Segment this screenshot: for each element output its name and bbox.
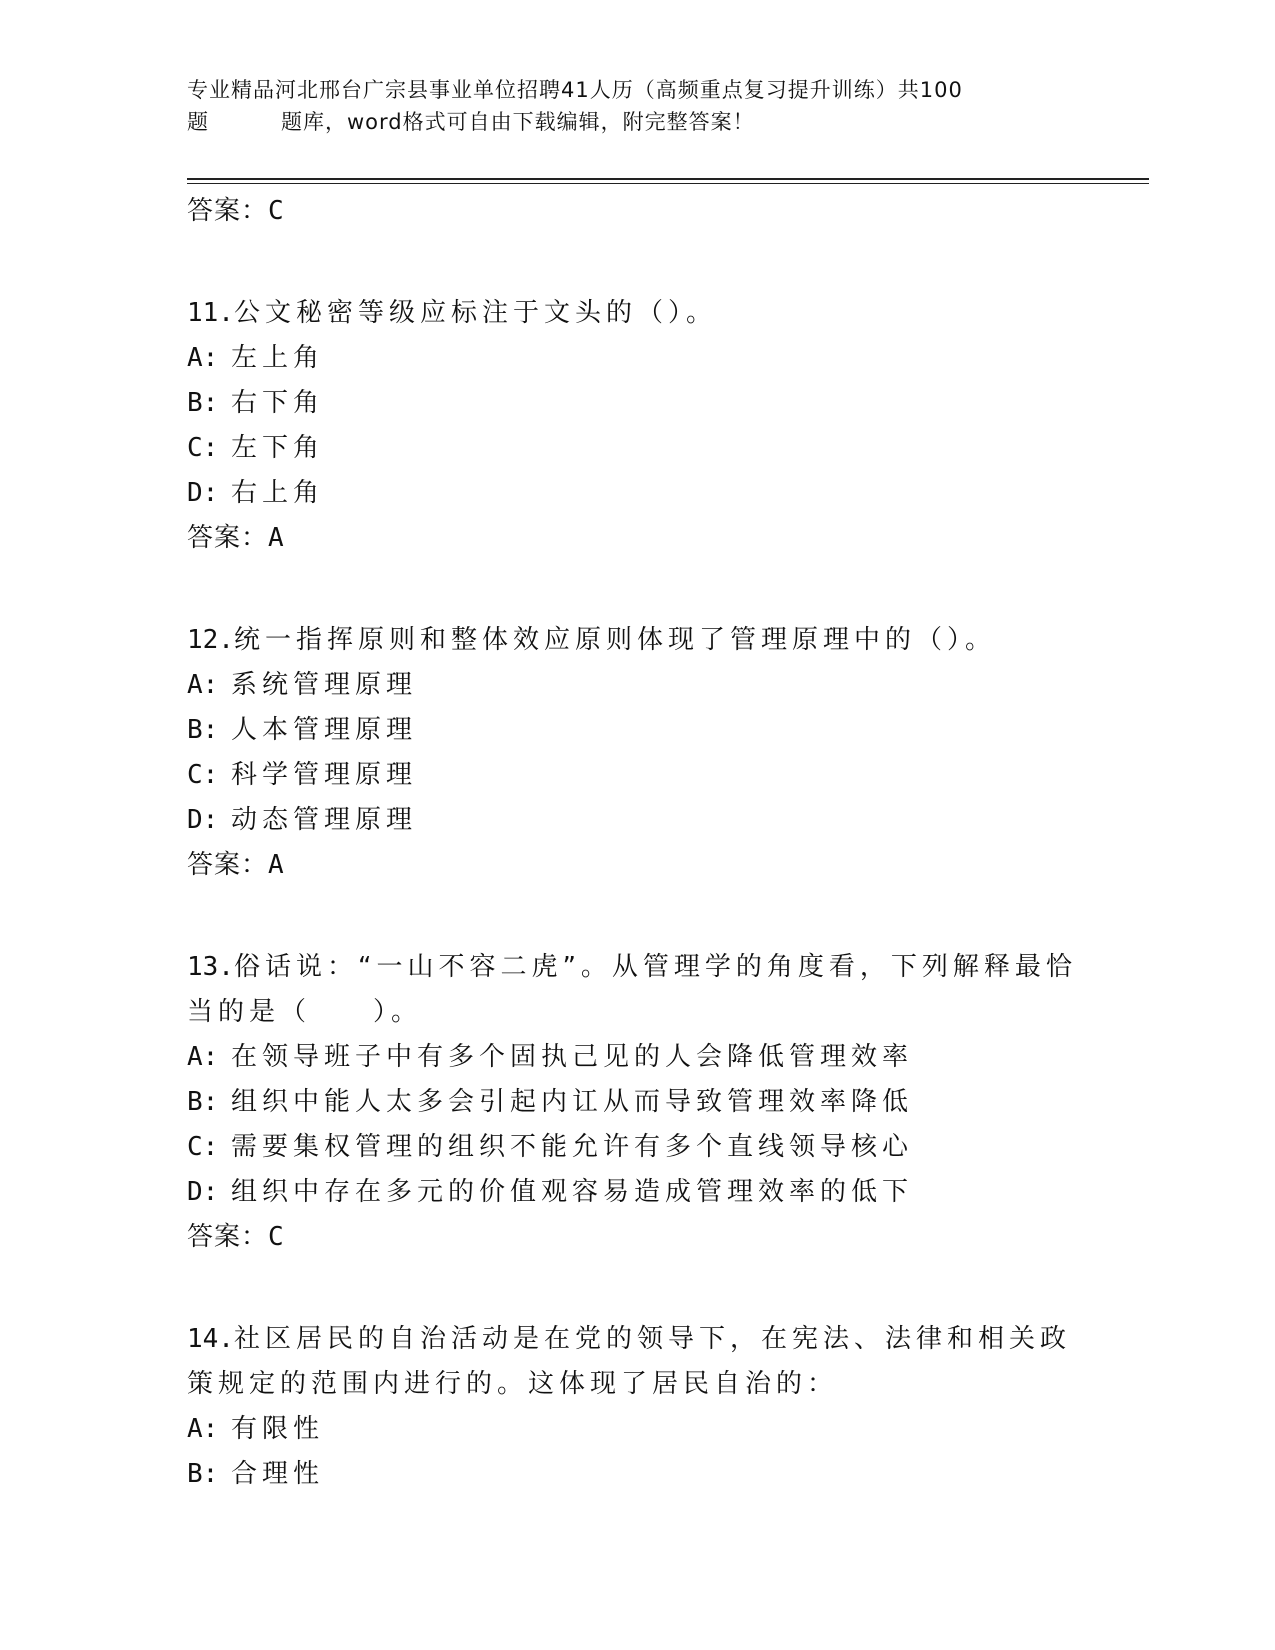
option-letter: A: bbox=[187, 1042, 219, 1072]
option-text: 右上角 bbox=[231, 478, 325, 508]
question-number: 13. bbox=[187, 952, 234, 982]
option-c bbox=[187, 1125, 1087, 1170]
answer-label: 答案： bbox=[187, 196, 269, 226]
option-letter: D: bbox=[187, 805, 219, 835]
question-text bbox=[187, 1317, 1087, 1407]
option-a bbox=[187, 663, 1087, 708]
header-line-2-start: 题 bbox=[187, 110, 209, 134]
option-text: 右下角 bbox=[231, 388, 325, 418]
option-letter: C: bbox=[187, 760, 219, 790]
answer-label: 答案： bbox=[187, 850, 269, 880]
option-letter: A: bbox=[187, 1414, 219, 1444]
option-d bbox=[187, 471, 1087, 516]
page-header bbox=[187, 74, 1067, 138]
option-letter: C: bbox=[187, 433, 219, 463]
question-stem: 统一指挥原则和整体效应原则体现了管理原理中的（）。 bbox=[233, 625, 996, 655]
question-stem: 社区居民的自治活动是在党的领导下，在宪法、法律和相关政策规定的范围内进行的。这体现了居民自治的： bbox=[187, 1324, 1071, 1399]
option-letter: B: bbox=[187, 715, 219, 745]
answer-label: 答案： bbox=[187, 1222, 269, 1252]
header-divider-thin bbox=[187, 183, 1149, 184]
option-b bbox=[187, 708, 1087, 753]
question-answer bbox=[187, 1215, 1087, 1259]
option-letter: A: bbox=[187, 670, 219, 700]
option-d bbox=[187, 798, 1087, 843]
header-line-2 bbox=[187, 106, 1067, 138]
option-letter: A: bbox=[187, 343, 219, 373]
option-c bbox=[187, 753, 1087, 798]
answer-label: 答案： bbox=[187, 523, 269, 553]
option-letter: B: bbox=[187, 1087, 219, 1117]
option-a bbox=[187, 336, 1087, 381]
answer-value: A bbox=[268, 850, 285, 880]
question-list bbox=[187, 189, 1087, 1497]
option-text: 左下角 bbox=[231, 433, 325, 463]
option-b bbox=[187, 1080, 1087, 1125]
option-b bbox=[187, 1452, 1087, 1497]
answer-value: C bbox=[268, 196, 285, 226]
option-letter: C: bbox=[187, 1132, 219, 1162]
option-text: 动态管理原理 bbox=[231, 805, 418, 835]
option-text: 有限性 bbox=[231, 1414, 325, 1444]
question-stem: 公文秘密等级应标注于文头的（）。 bbox=[233, 298, 717, 328]
option-letter: B: bbox=[187, 388, 219, 418]
option-a bbox=[187, 1035, 1087, 1080]
option-text: 系统管理原理 bbox=[231, 670, 418, 700]
question-text bbox=[187, 291, 1087, 336]
header-divider-thick bbox=[187, 178, 1149, 180]
question-text bbox=[187, 618, 1087, 663]
option-text: 组织中能人太多会引起内讧从而导致管理效率降低 bbox=[231, 1087, 914, 1117]
question-stem: 俗话说：“一山不容二虎”。从管理学的角度看，下列解释最恰当的是（ ）。 bbox=[187, 952, 1077, 1027]
header-line-1: 专业精品河北邢台广宗县事业单位招聘41人历（高频重点复习提升训练）共100 bbox=[187, 78, 963, 102]
option-text: 在领导班子中有多个固执己见的人会降低管理效率 bbox=[231, 1042, 914, 1072]
question-number: 14. bbox=[187, 1324, 234, 1354]
previous-answer bbox=[187, 189, 1087, 233]
option-text: 左上角 bbox=[231, 343, 325, 373]
question-block-12 bbox=[187, 618, 1087, 887]
option-text: 科学管理原理 bbox=[231, 760, 418, 790]
question-number: 12. bbox=[187, 625, 234, 655]
option-d bbox=[187, 1170, 1087, 1215]
option-letter: D: bbox=[187, 478, 219, 508]
question-block-11 bbox=[187, 291, 1087, 560]
question-block-13 bbox=[187, 945, 1087, 1259]
option-text: 需要集权管理的组织不能允许有多个直线领导核心 bbox=[231, 1132, 914, 1162]
option-text: 人本管理原理 bbox=[231, 715, 418, 745]
option-text: 组织中存在多元的价值观容易造成管理效率的低下 bbox=[231, 1177, 914, 1207]
header-line-2-rest: 题库，word格式可自由下载编辑，附完整答案！ bbox=[281, 110, 755, 134]
answer-value: C bbox=[268, 1222, 285, 1252]
question-answer bbox=[187, 843, 1087, 887]
option-text: 合理性 bbox=[231, 1459, 325, 1489]
option-a bbox=[187, 1407, 1087, 1452]
question-text bbox=[187, 945, 1087, 1035]
option-c bbox=[187, 426, 1087, 471]
option-letter: B: bbox=[187, 1459, 219, 1489]
answer-value: A bbox=[268, 523, 285, 553]
question-block-14 bbox=[187, 1317, 1087, 1497]
question-number: 11. bbox=[187, 298, 234, 328]
option-b bbox=[187, 381, 1087, 426]
option-letter: D: bbox=[187, 1177, 219, 1207]
question-answer bbox=[187, 516, 1087, 560]
